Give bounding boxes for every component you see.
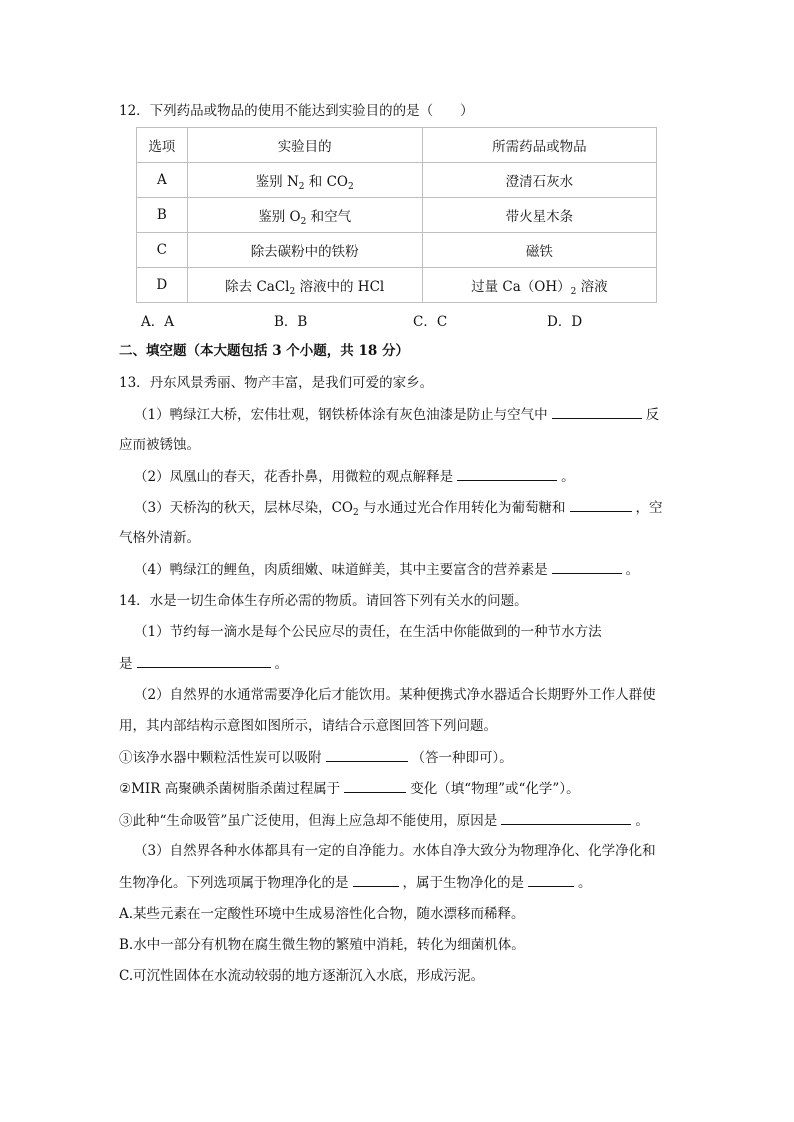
row-purpose: 鉴别 $N_2$ 和 $CO_2$	[187, 163, 422, 198]
answer-blank[interactable]	[552, 559, 622, 574]
section-title: 二、填空题（本大题包括 3 个小题，共 18 分）	[119, 343, 409, 359]
q12-table	[136, 127, 657, 303]
q12-choice-b: B．B	[274, 314, 308, 330]
table-row	[137, 163, 657, 198]
q12-choice-a: A．A	[141, 314, 174, 330]
row-purpose: 鉴别 $O_2$ 和空气	[187, 198, 422, 233]
q14-option-c: C.可沉性固体在水流动较弱的地方逐渐沉入水底，形成污泥。	[119, 968, 485, 984]
row-purpose: 除去 CaCl$_2$ 溶液中的 HCl	[187, 268, 422, 303]
answer-blank[interactable]	[326, 747, 408, 762]
q12-stem: 12．下列药品或物品的使用不能达到实验目的的是（ ）	[119, 103, 474, 119]
table-row	[137, 233, 657, 268]
row-option: B	[137, 198, 188, 233]
header-purpose: 实验目的	[187, 128, 422, 163]
answer-blank[interactable]	[552, 404, 642, 419]
q12-choice-c: C．C	[413, 314, 448, 330]
q13-part1-cont: 应而被锈蚀。	[119, 437, 200, 453]
answer-blank[interactable]	[570, 497, 632, 512]
row-option: A	[137, 163, 188, 198]
row-purpose: 除去碳粉中的铁粉	[187, 233, 422, 268]
q14-part3: （3）自然界各种水体都具有一定的自净能力。水体自净大致分为物理净化、化学净化和	[134, 843, 656, 859]
header-option: 选项	[137, 128, 188, 163]
row-item: 磁铁	[422, 233, 656, 268]
q14-part2: （2）自然界的水通常需要净化后才能饮用。某种便携式净水器适合长期野外工作人群使	[134, 687, 656, 703]
q14-option-a: A.某些元素在一定酸性环境中生成易溶性化合物，随水漂移而稀释。	[119, 906, 525, 922]
table-header-row	[137, 128, 657, 163]
q14-option-b: B.水中一部分有机物在腐生微生物的繁殖中消耗，转化为细菌机体。	[119, 937, 525, 953]
q13-stem: 13．丹东风景秀丽、物产丰富，是我们可爱的家乡。	[119, 375, 434, 391]
q14-sub2: ②MIR 高聚碘杀菌树脂杀菌过程属于 变化（填“物理”或“化学”）。	[119, 778, 580, 799]
q13-part2: （2）凤凰山的春天，花香扑鼻，用微粒的观点解释是 。	[134, 466, 575, 487]
answer-blank[interactable]	[344, 778, 406, 793]
q13-part1: （1）鸭绿江大桥，宏伟壮观，钢铁桥体涂有灰色油漆是防止与空气中 反	[134, 404, 659, 425]
row-item: 澄清石灰水	[422, 163, 656, 198]
q12-choice-d: D．D	[547, 314, 583, 330]
answer-blank[interactable]	[528, 872, 574, 887]
q13-part3-cont: 气格外清新。	[119, 530, 200, 546]
q14-sub1: ①该净水器中颗粒活性炭可以吸附 （答一种即可）。	[119, 747, 513, 768]
q14-part1: （1）节约每一滴水是每个公民应尽的责任，在生活中你能做到的一种节水方法	[134, 624, 602, 640]
row-item: 带火星木条	[422, 198, 656, 233]
q14-part3-cont: 生物净化。下列选项属于物理净化的是 ，属于生物净化的是 。	[119, 872, 592, 893]
table-row	[137, 198, 657, 233]
q14-part1-cont: 是 。	[119, 653, 288, 674]
table-row	[137, 268, 657, 303]
answer-blank[interactable]	[457, 466, 557, 481]
q14-part2-cont: 用，其内部结构示意图如图所示，请结合示意图回答下列问题。	[119, 718, 497, 734]
q14-stem: 14．水是一切生命体生存所必需的物质。请回答下列有关水的问题。	[119, 593, 528, 609]
row-item: 过量 $Ca(OH)_2$ 溶液	[422, 268, 656, 303]
row-option: C	[137, 233, 188, 268]
q13-part4: （4）鸭绿江的鲤鱼，肉质细嫩、味道鲜美，其中主要富含的营养素是 。	[134, 559, 639, 580]
answer-blank[interactable]	[137, 653, 271, 668]
header-item: 所需药品或物品	[422, 128, 656, 163]
q13-part3: （3）天桥沟的秋天，层林尽染，$CO_2$ 与水通过光合作用转化为葡萄糖和 ，空	[134, 497, 663, 518]
row-option: D	[137, 268, 188, 303]
answer-blank[interactable]	[353, 872, 399, 887]
q14-sub3: ③此种“生命吸管”虽广泛使用，但海上应急却不能使用，原因是 。	[119, 810, 649, 831]
answer-blank[interactable]	[501, 810, 631, 825]
